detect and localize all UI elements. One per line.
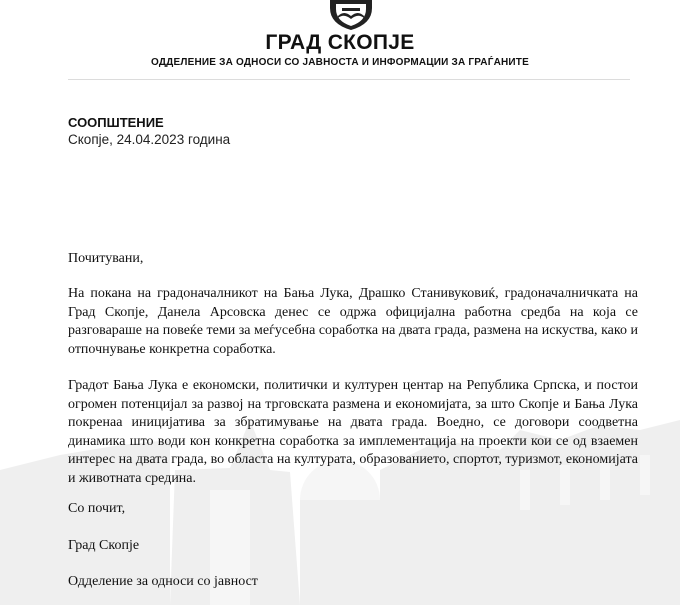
place-date: Скопје, 24.04.2023 година (68, 132, 231, 147)
paragraph: Градот Бања Лука е економски, политички и културен центар на Република Српска, и постои огромен потенцијал за развој на трговската размена и економијата, за што Скопје и Бања Лука покренаа иницијатива за збратимување на двата града. Воедно, се договори соодветна динамика што води кон конкретна соработка за имплементација на проекти кои се од взаемен интерес на двата града, во областа на културата, образованието, спортот, туризмот, економијата и животната средина. (68, 378, 638, 486)
header-divider (68, 79, 630, 80)
city-crest-icon (322, 0, 380, 30)
document-type: СООПШТЕНИЕ (68, 115, 164, 130)
paragraph: На покана на градоначалникот на Бања Лука, Драшко Станивуковиќ, градоначалничката на Град Скопје, Данела Арсовска денес се одржа официјална работна средба на која се разговараше на повеќе теми за меѓусебна соработка на двата града, размена на искуства, како и отпочнување конкретна соработка. (68, 286, 638, 357)
signature-city: Град Скопје (68, 538, 140, 553)
city-title: ГРАД СКОПЈЕ (265, 31, 415, 54)
greeting: Почитувани, (68, 251, 144, 266)
department-subtitle: ОДДЕЛЕНИЕ ЗА ОДНОСИ СО ЈАВНОСТА И ИНФОРМАЦИИ ЗА ГРАЃАНИТЕ (151, 57, 529, 68)
closing: Со почит, (68, 501, 126, 516)
signature-department: Одделение за односи со јавност (68, 574, 258, 589)
